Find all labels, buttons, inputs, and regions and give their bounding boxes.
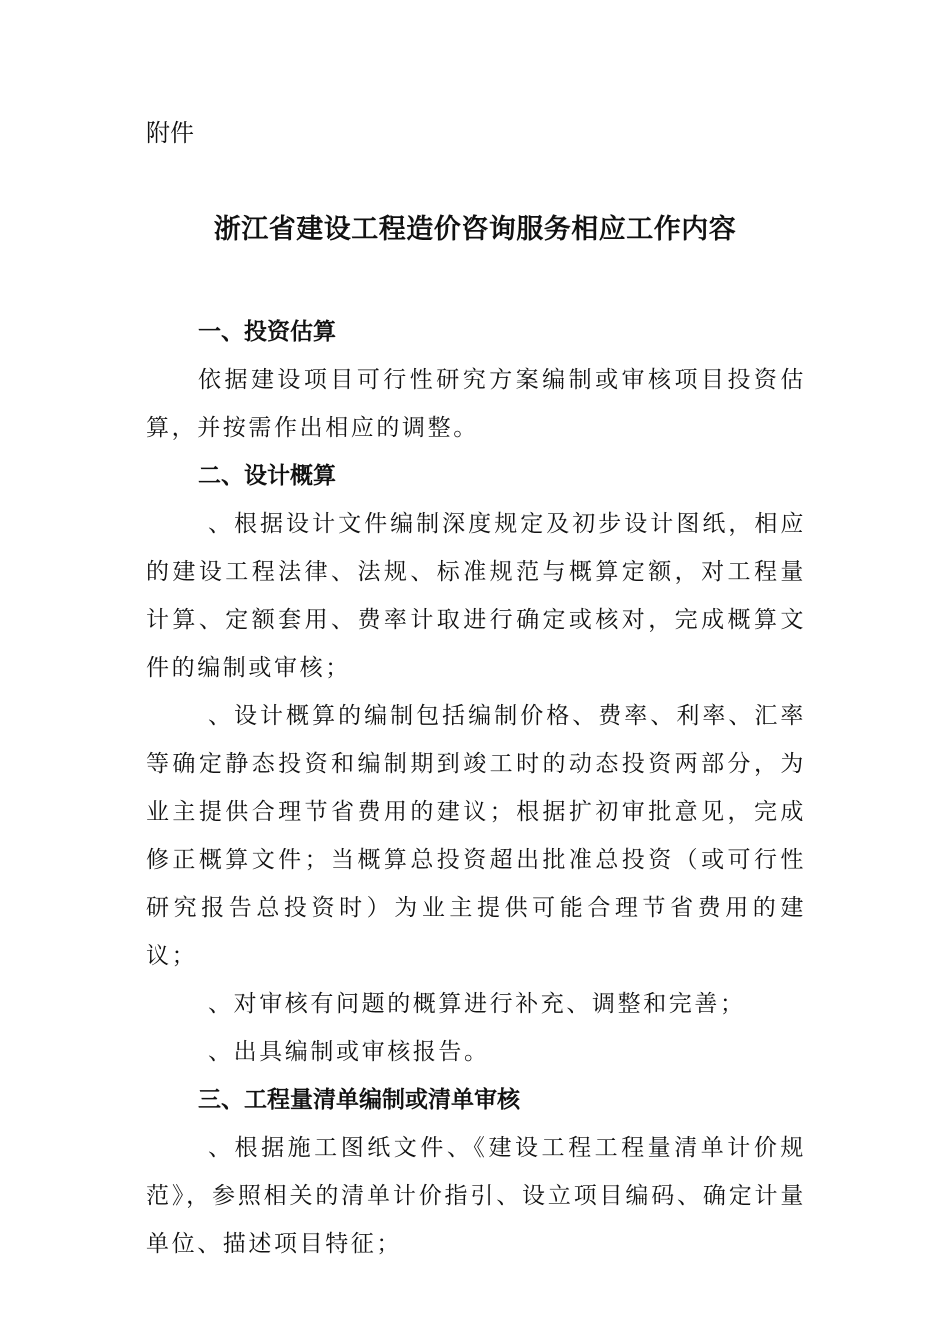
- section-investment-estimate: [146, 308, 806, 452]
- document-title: 浙江省建设工程造价咨询服务相应工作内容: [213, 214, 737, 245]
- section-heading: 三、工程量清单编制或清单审核: [198, 1087, 520, 1113]
- document-body: [146, 308, 806, 1268]
- section-bill-of-quantities: [146, 1076, 806, 1268]
- body-paragraph: 依据建设项目可行性研究方案编制或审核项目投资估算，并按需作出相应的调整。: [146, 367, 806, 441]
- body-paragraph: 、根据施工图纸文件、《建设工程工程量清单计价规范》，参照相关的清单计价指引、设立项目编码、确定计量单位、描述项目特征；: [146, 1135, 806, 1257]
- body-paragraph: 、对审核有问题的概算进行补充、调整和完善；: [208, 991, 746, 1017]
- body-paragraph: 、设计概算的编制包括编制价格、费率、利率、汇率等确定静态投资和编制期到竣工时的动态投资两部分，为业主提供合理节省费用的建议；根据扩初审批意见，完成修正概算文件；当概算总投资超出批准总投资（或可行性研究报告总投资时）为业主提供可能合理节省费用的建议；: [146, 703, 806, 969]
- section-heading: 二、设计概算: [198, 463, 336, 489]
- body-paragraph: 、出具编制或审核报告。: [208, 1039, 490, 1065]
- body-paragraph: 、根据设计文件编制深度规定及初步设计图纸，相应的建设工程法律、法规、标准规范与概算定额，对工程量计算、定额套用、费率计取进行确定或核对，完成概算文件的编制或审核；: [146, 511, 806, 681]
- section-heading: 一、投资估算: [198, 319, 336, 345]
- attachment-label: 附件: [146, 119, 194, 147]
- section-design-estimate: [146, 452, 806, 1076]
